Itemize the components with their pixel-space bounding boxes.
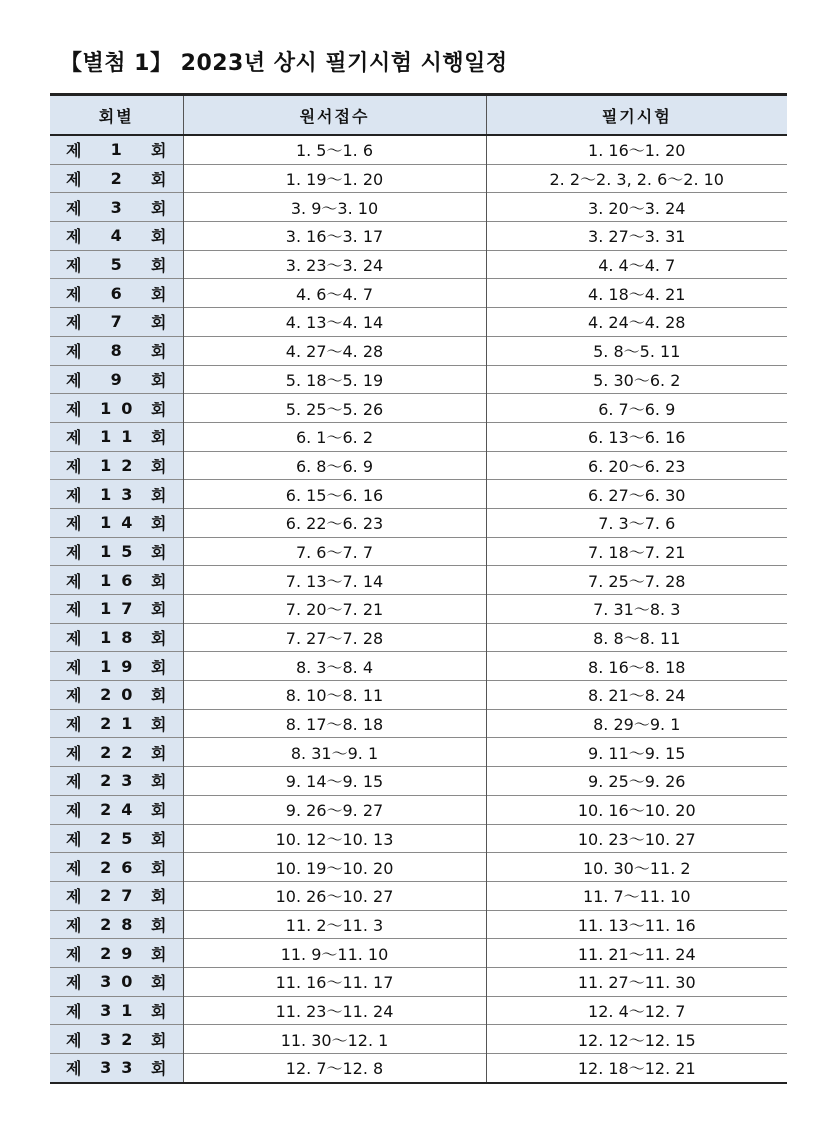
table-row: [50, 222, 787, 251]
round-cell: [50, 537, 183, 566]
round-suffix: 회: [151, 542, 167, 562]
round-number: 12: [100, 455, 143, 475]
round-prefix: 제: [66, 887, 82, 907]
round-suffix: 회: [151, 428, 167, 448]
exam-period-cell: 9. 11～9. 15: [486, 738, 787, 767]
round-number: 29: [100, 943, 143, 963]
round-number: 16: [100, 570, 143, 590]
application-period-cell: 11. 9～11. 10: [183, 939, 486, 968]
application-period-cell: 11. 30～12. 1: [183, 1025, 486, 1054]
round-suffix: 회: [151, 715, 167, 735]
exam-period-cell: 3. 27～3. 31: [486, 222, 787, 251]
round-suffix: 회: [151, 1030, 167, 1050]
application-period-cell: 11. 16～11. 17: [183, 967, 486, 996]
table-row: [50, 508, 787, 537]
application-period-cell: 11. 23～11. 24: [183, 996, 486, 1025]
table-row: [50, 250, 787, 279]
application-period-cell: 6. 8～6. 9: [183, 451, 486, 480]
application-period-cell: 5. 18～5. 19: [183, 365, 486, 394]
table-row: [50, 881, 787, 910]
application-period-cell: 1. 5～1. 6: [183, 135, 486, 164]
application-period-cell: 11. 2～11. 3: [183, 910, 486, 939]
round-cell: [50, 250, 183, 279]
round-suffix: 회: [151, 915, 167, 935]
application-period-cell: 6. 1～6. 2: [183, 422, 486, 451]
round-prefix: 제: [66, 313, 82, 333]
table-row: [50, 164, 787, 193]
round-prefix: 제: [66, 198, 82, 218]
round-suffix: 회: [151, 485, 167, 505]
round-suffix: 회: [151, 600, 167, 620]
round-number: 27: [100, 886, 143, 906]
round-suffix: 회: [151, 342, 167, 362]
application-period-cell: 8. 31～9. 1: [183, 738, 486, 767]
table-row: [50, 910, 787, 939]
application-period-cell: 7. 20～7. 21: [183, 595, 486, 624]
application-period-cell: 6. 22～6. 23: [183, 508, 486, 537]
round-cell: [50, 795, 183, 824]
round-suffix: 회: [151, 1059, 167, 1079]
round-suffix: 회: [151, 858, 167, 878]
round-suffix: 회: [151, 313, 167, 333]
round-prefix: 제: [66, 342, 82, 362]
round-prefix: 제: [66, 514, 82, 534]
exam-period-cell: 10. 23～10. 27: [486, 824, 787, 853]
round-column-header: 회별: [50, 95, 183, 136]
round-cell: [50, 566, 183, 595]
round-cell: [50, 767, 183, 796]
application-column-header: 원서접수: [183, 95, 486, 136]
round-number: 25: [100, 828, 143, 848]
table-row: [50, 336, 787, 365]
table-row: [50, 566, 787, 595]
round-prefix: 제: [66, 170, 82, 190]
exam-period-cell: 5. 8～5. 11: [486, 336, 787, 365]
round-suffix: 회: [151, 1001, 167, 1021]
application-period-cell: 7. 13～7. 14: [183, 566, 486, 595]
table-row: [50, 767, 787, 796]
exam-period-cell: 12. 12～12. 15: [486, 1025, 787, 1054]
round-number: 28: [100, 914, 143, 934]
table-row: [50, 308, 787, 337]
table-row: [50, 135, 787, 164]
table-row: [50, 623, 787, 652]
exam-period-cell: 6. 27～6. 30: [486, 480, 787, 509]
table-row: [50, 996, 787, 1025]
exam-period-cell: 2. 2～2. 3, 2. 6～2. 10: [486, 164, 787, 193]
round-number: 4: [110, 226, 132, 246]
round-prefix: 제: [66, 686, 82, 706]
application-period-cell: 10. 19～10. 20: [183, 853, 486, 882]
table-row: [50, 1054, 787, 1083]
application-period-cell: 4. 13～4. 14: [183, 308, 486, 337]
exam-period-cell: 4. 24～4. 28: [486, 308, 787, 337]
round-number: 26: [100, 857, 143, 877]
round-prefix: 제: [66, 858, 82, 878]
round-prefix: 제: [66, 629, 82, 649]
round-cell: [50, 193, 183, 222]
round-cell: [50, 681, 183, 710]
exam-period-cell: 9. 25～9. 26: [486, 767, 787, 796]
exam-period-cell: 7. 3～7. 6: [486, 508, 787, 537]
exam-period-cell: 8. 21～8. 24: [486, 681, 787, 710]
round-suffix: 회: [151, 227, 167, 247]
exam-period-cell: 8. 8～8. 11: [486, 623, 787, 652]
exam-period-cell: 11. 7～11. 10: [486, 881, 787, 910]
round-prefix: 제: [66, 829, 82, 849]
application-period-cell: 5. 25～5. 26: [183, 394, 486, 423]
round-prefix: 제: [66, 571, 82, 591]
table-row: [50, 422, 787, 451]
round-cell: [50, 623, 183, 652]
round-number: 15: [100, 541, 143, 561]
round-cell: [50, 967, 183, 996]
round-prefix: 제: [66, 542, 82, 562]
exam-period-cell: 11. 21～11. 24: [486, 939, 787, 968]
round-number: 9: [110, 369, 132, 389]
round-number: 18: [100, 628, 143, 648]
round-prefix: 제: [66, 485, 82, 505]
exam-period-cell: 7. 18～7. 21: [486, 537, 787, 566]
round-suffix: 회: [151, 198, 167, 218]
round-suffix: 회: [151, 256, 167, 276]
exam-period-cell: 5. 30～6. 2: [486, 365, 787, 394]
round-cell: [50, 853, 183, 882]
round-prefix: 제: [66, 657, 82, 677]
round-prefix: 제: [66, 1030, 82, 1050]
exam-period-cell: 6. 20～6. 23: [486, 451, 787, 480]
exam-period-cell: 8. 29～9. 1: [486, 709, 787, 738]
round-prefix: 제: [66, 456, 82, 476]
exam-period-cell: 11. 13～11. 16: [486, 910, 787, 939]
round-cell: [50, 422, 183, 451]
document-title: 【별첨 1】 2023년 상시 필기시험 시행일정: [60, 51, 508, 76]
round-suffix: 회: [151, 887, 167, 907]
table-row: [50, 967, 787, 996]
round-suffix: 회: [151, 686, 167, 706]
table-row: [50, 394, 787, 423]
application-period-cell: 8. 3～8. 4: [183, 652, 486, 681]
round-suffix: 회: [151, 772, 167, 792]
round-suffix: 회: [151, 514, 167, 534]
exam-schedule-table: [50, 93, 787, 1084]
exam-period-cell: 12. 4～12. 7: [486, 996, 787, 1025]
round-suffix: 회: [151, 571, 167, 591]
table-row: [50, 709, 787, 738]
round-suffix: 회: [151, 743, 167, 763]
table-row: [50, 853, 787, 882]
round-cell: [50, 996, 183, 1025]
application-period-cell: 7. 6～7. 7: [183, 537, 486, 566]
round-cell: [50, 135, 183, 164]
round-suffix: 회: [151, 629, 167, 649]
table-header-row: [50, 95, 787, 136]
table-row: [50, 451, 787, 480]
exam-period-cell: 1. 16～1. 20: [486, 135, 787, 164]
round-cell: [50, 1054, 183, 1083]
application-period-cell: 9. 14～9. 15: [183, 767, 486, 796]
round-number: 30: [100, 972, 143, 992]
round-prefix: 제: [66, 801, 82, 821]
round-number: 24: [100, 800, 143, 820]
round-number: 13: [100, 484, 143, 504]
round-suffix: 회: [151, 801, 167, 821]
round-number: 7: [110, 312, 132, 332]
round-number: 10: [100, 398, 143, 418]
application-period-cell: 4. 6～4. 7: [183, 279, 486, 308]
round-number: 1: [110, 140, 132, 160]
round-prefix: 제: [66, 944, 82, 964]
round-cell: [50, 910, 183, 939]
table-row: [50, 824, 787, 853]
exam-period-cell: 7. 25～7. 28: [486, 566, 787, 595]
round-number: 21: [100, 714, 143, 734]
application-period-cell: 10. 12～10. 13: [183, 824, 486, 853]
table-row: [50, 537, 787, 566]
round-number: 6: [110, 283, 132, 303]
round-cell: [50, 279, 183, 308]
table-row: [50, 365, 787, 394]
round-number: 8: [110, 341, 132, 361]
round-prefix: 제: [66, 141, 82, 161]
round-suffix: 회: [151, 284, 167, 304]
application-period-cell: 1. 19～1. 20: [183, 164, 486, 193]
application-period-cell: 3. 9～3. 10: [183, 193, 486, 222]
exam-period-cell: 4. 18～4. 21: [486, 279, 787, 308]
round-cell: [50, 394, 183, 423]
round-prefix: 제: [66, 227, 82, 247]
round-number: 23: [100, 771, 143, 791]
application-period-cell: 8. 10～8. 11: [183, 681, 486, 710]
exam-period-cell: 7. 31～8. 3: [486, 595, 787, 624]
round-number: 14: [100, 513, 143, 533]
table-row: [50, 595, 787, 624]
round-prefix: 제: [66, 1001, 82, 1021]
round-cell: [50, 824, 183, 853]
round-cell: [50, 738, 183, 767]
round-number: 3: [110, 197, 132, 217]
round-suffix: 회: [151, 944, 167, 964]
exam-period-cell: 10. 16～10. 20: [486, 795, 787, 824]
round-number: 20: [100, 685, 143, 705]
round-cell: [50, 652, 183, 681]
application-period-cell: 4. 27～4. 28: [183, 336, 486, 365]
table-row: [50, 1025, 787, 1054]
round-prefix: 제: [66, 600, 82, 620]
table-row: [50, 738, 787, 767]
round-cell: [50, 595, 183, 624]
table-row: [50, 193, 787, 222]
round-cell: [50, 881, 183, 910]
round-cell: [50, 164, 183, 193]
table-row: [50, 681, 787, 710]
round-number: 19: [100, 656, 143, 676]
round-number: 31: [100, 1000, 143, 1020]
round-prefix: 제: [66, 715, 82, 735]
exam-period-cell: 6. 7～6. 9: [486, 394, 787, 423]
round-prefix: 제: [66, 1059, 82, 1079]
round-cell: [50, 508, 183, 537]
table-body: [50, 135, 787, 1083]
application-period-cell: 3. 16～3. 17: [183, 222, 486, 251]
round-cell: [50, 222, 183, 251]
round-number: 33: [100, 1058, 143, 1078]
round-prefix: 제: [66, 428, 82, 448]
round-suffix: 회: [151, 141, 167, 161]
round-cell: [50, 480, 183, 509]
round-suffix: 회: [151, 829, 167, 849]
table-row: [50, 652, 787, 681]
exam-column-header: 필기시험: [486, 95, 787, 136]
round-suffix: 회: [151, 973, 167, 993]
table-row: [50, 795, 787, 824]
round-prefix: 제: [66, 370, 82, 390]
round-cell: [50, 308, 183, 337]
application-period-cell: 6. 15～6. 16: [183, 480, 486, 509]
round-prefix: 제: [66, 973, 82, 993]
round-suffix: 회: [151, 456, 167, 476]
round-suffix: 회: [151, 657, 167, 677]
round-number: 5: [110, 255, 132, 275]
round-prefix: 제: [66, 772, 82, 792]
round-cell: [50, 1025, 183, 1054]
round-number: 11: [100, 427, 143, 447]
round-number: 32: [100, 1029, 143, 1049]
round-number: 22: [100, 742, 143, 762]
application-period-cell: 7. 27～7. 28: [183, 623, 486, 652]
round-suffix: 회: [151, 370, 167, 390]
round-prefix: 제: [66, 256, 82, 276]
round-prefix: 제: [66, 284, 82, 304]
round-cell: [50, 939, 183, 968]
application-period-cell: 10. 26～10. 27: [183, 881, 486, 910]
table-row: [50, 279, 787, 308]
round-number: 2: [110, 169, 132, 189]
round-cell: [50, 451, 183, 480]
exam-period-cell: 11. 27～11. 30: [486, 967, 787, 996]
round-prefix: 제: [66, 915, 82, 935]
table-row: [50, 939, 787, 968]
round-prefix: 제: [66, 743, 82, 763]
exam-period-cell: 8. 16～8. 18: [486, 652, 787, 681]
exam-period-cell: 4. 4～4. 7: [486, 250, 787, 279]
round-cell: [50, 709, 183, 738]
application-period-cell: 8. 17～8. 18: [183, 709, 486, 738]
application-period-cell: 9. 26～9. 27: [183, 795, 486, 824]
table-row: [50, 480, 787, 509]
round-number: 17: [100, 599, 143, 619]
round-suffix: 회: [151, 399, 167, 419]
round-prefix: 제: [66, 399, 82, 419]
exam-period-cell: 3. 20～3. 24: [486, 193, 787, 222]
round-cell: [50, 365, 183, 394]
application-period-cell: 3. 23～3. 24: [183, 250, 486, 279]
exam-period-cell: 12. 18～12. 21: [486, 1054, 787, 1083]
exam-period-cell: 10. 30～11. 2: [486, 853, 787, 882]
round-cell: [50, 336, 183, 365]
application-period-cell: 12. 7～12. 8: [183, 1054, 486, 1083]
round-suffix: 회: [151, 170, 167, 190]
exam-period-cell: 6. 13～6. 16: [486, 422, 787, 451]
